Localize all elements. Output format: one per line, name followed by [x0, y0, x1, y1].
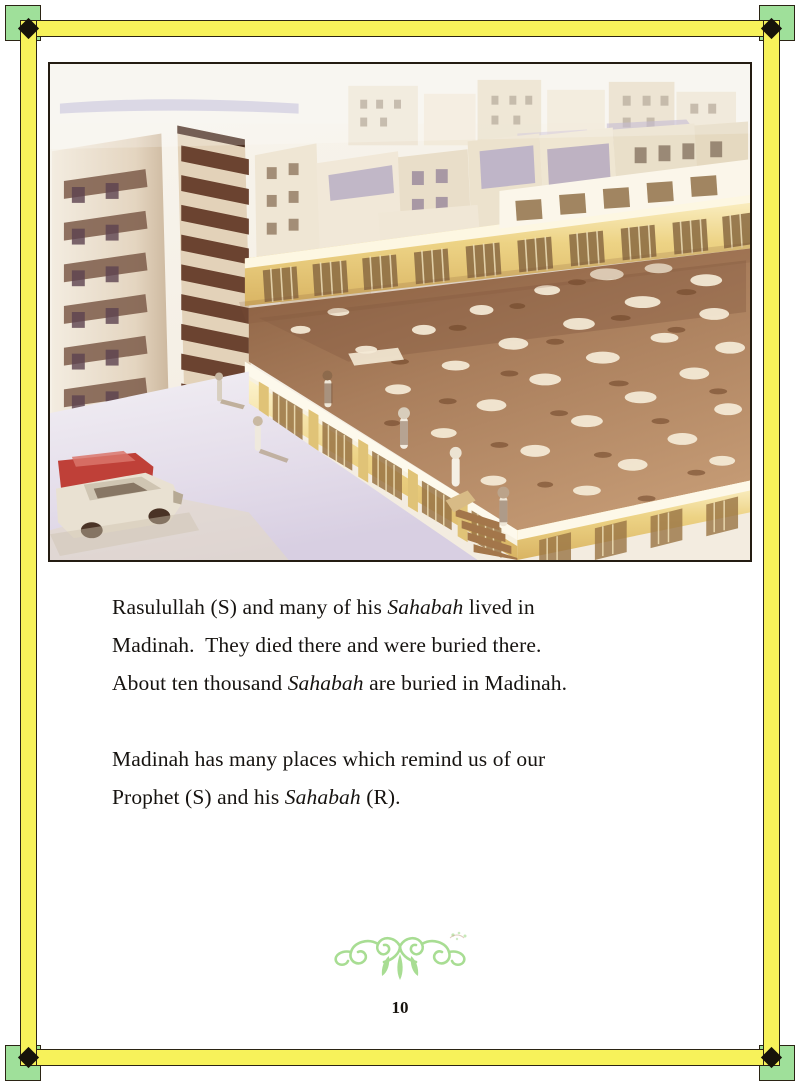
cemetery-watercolor-artwork — [50, 64, 750, 560]
page-number: 10 — [391, 998, 409, 1017]
border-band-right — [763, 20, 780, 1066]
paragraph-2: Madinah has many places which remind us of our Prophet (S) and his Sahabah (R). — [112, 747, 546, 809]
page-illustration — [48, 62, 752, 562]
border-band-bottom — [20, 1049, 780, 1066]
border-band-top — [20, 20, 780, 37]
border-band-left — [20, 20, 37, 1066]
paragraph-1: Rasulullah (S) and many of his Sahabah lived in Madinah. They died there and were buried there. About ten thousand Sahabah are buried in Madinah. — [112, 595, 568, 695]
ornament-svg — [320, 926, 480, 988]
floral-scroll-divider-icon — [320, 926, 480, 988]
body-text — [112, 588, 712, 816]
